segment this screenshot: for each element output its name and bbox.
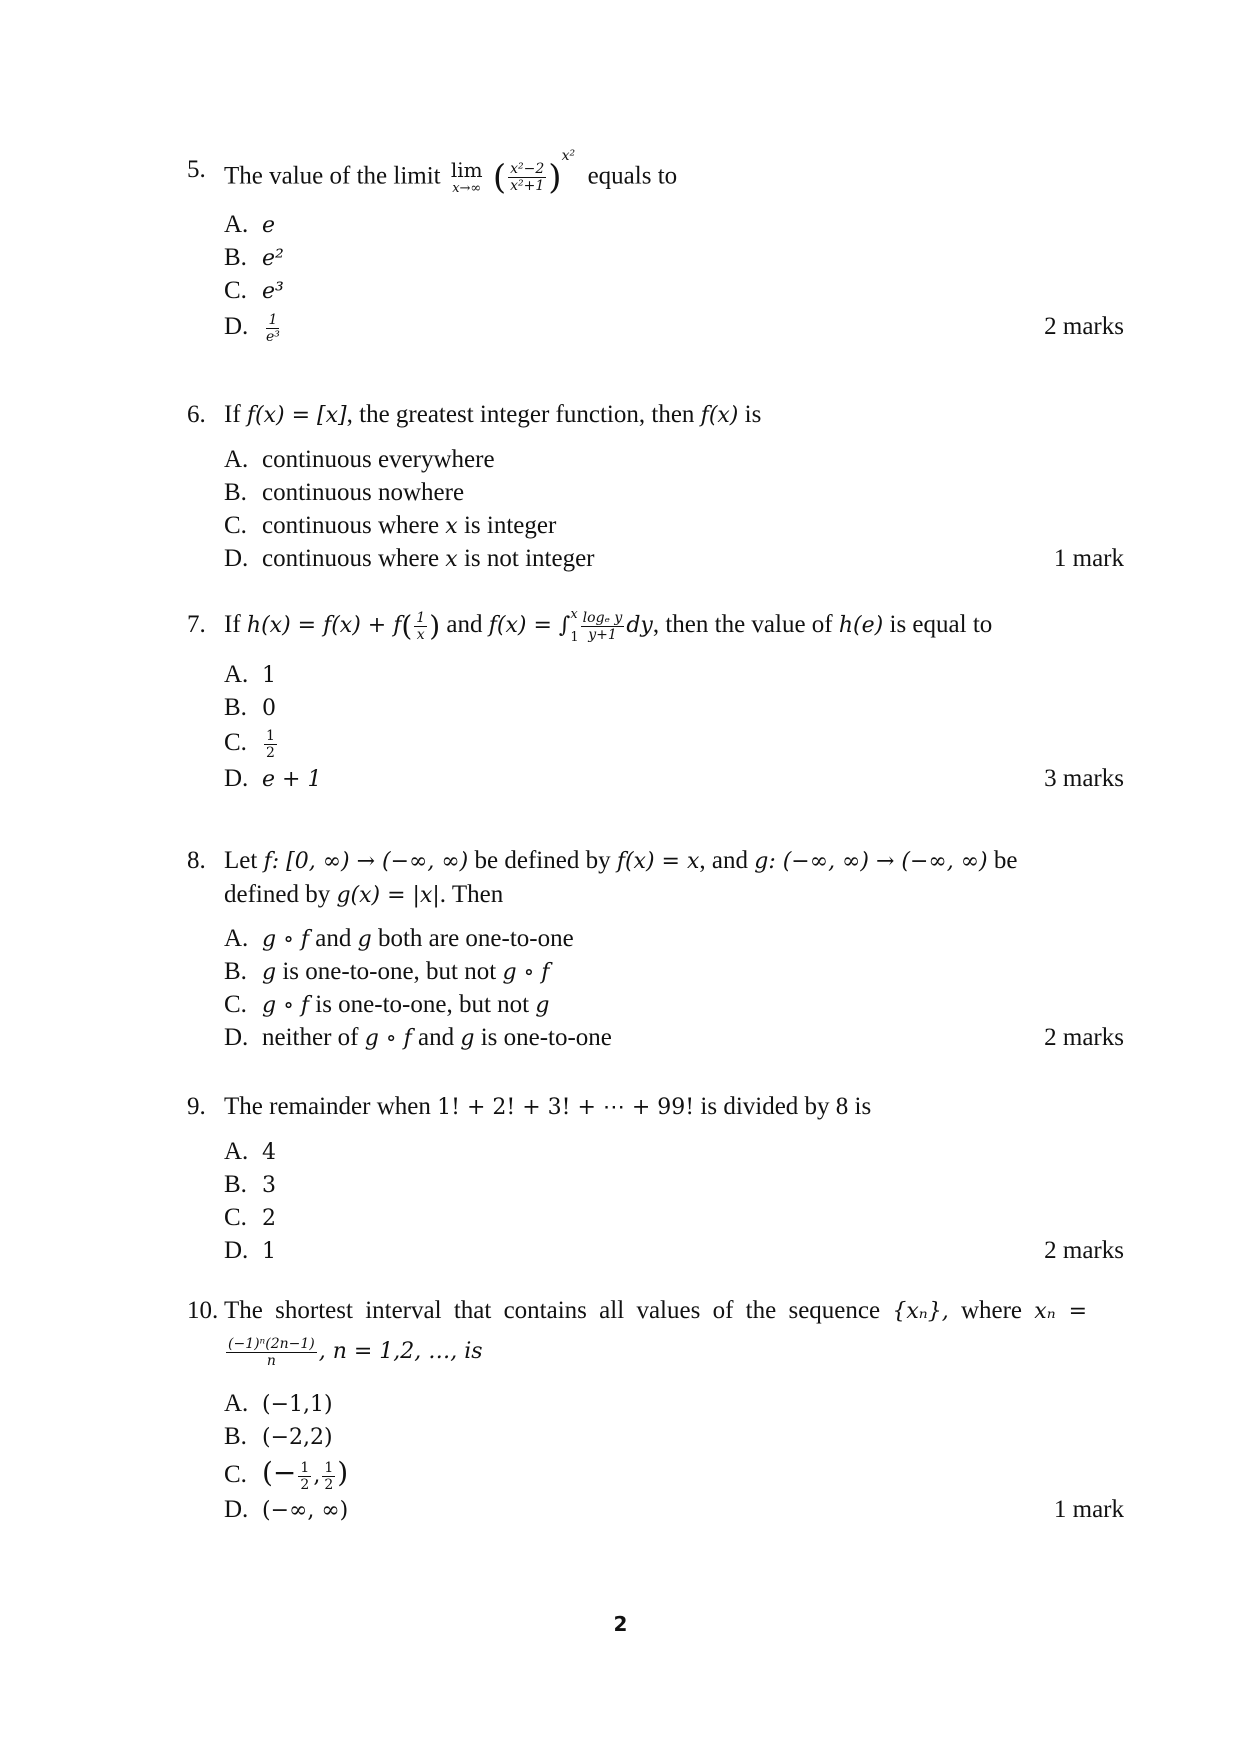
option-d[interactable]: D. continuous where x is not integer 1 mark <box>224 542 1087 575</box>
option-a[interactable]: A. e <box>224 211 276 238</box>
marks-label: 2 marks <box>1044 313 1124 340</box>
option-b[interactable]: B. continuous nowhere <box>224 479 465 506</box>
option-c[interactable]: C. $\frac{1}{2}$ <box>224 727 275 761</box>
option-d[interactable]: D. $\frac{1}{\text{e³}}$ 2 marks <box>224 307 1087 347</box>
question-8-stem-line2: defined by g(x) = |x|. Then <box>224 881 504 908</box>
options <box>224 208 1124 347</box>
options <box>224 1387 1124 1526</box>
options <box>224 922 1124 1054</box>
marks-label: 2 marks <box>1044 1237 1124 1264</box>
question-9 <box>187 1087 1124 1267</box>
option-d[interactable]: D. 1 2 marks <box>224 1234 1087 1267</box>
option-a[interactable]: A. 4 <box>224 1138 276 1165</box>
question-number: 7. <box>187 611 206 638</box>
option-c[interactable]: C. e³ <box>224 277 284 304</box>
marks-label: 1 mark <box>1053 1496 1124 1523</box>
option-a[interactable]: A. g ∘ f and g both are one-to-one <box>224 925 574 952</box>
question-number: 8. <box>187 847 206 874</box>
limit-fraction: $\frac{\text{x²−2}}{\text{x²+1}}$ <box>510 161 545 195</box>
question-10 <box>187 1293 1124 1526</box>
question-6-stem: 6. If f(x) = [x], the greatest integer function, then f(x) is <box>187 395 1087 435</box>
option-a[interactable]: A. (−1,1) <box>224 1390 333 1417</box>
option-b[interactable]: B. (−2,2) <box>224 1423 333 1450</box>
stem-text: equals to <box>587 162 678 190</box>
question-5 <box>187 140 1124 347</box>
page-number: 2 <box>613 1612 628 1636</box>
question-number: 6. <box>187 401 206 428</box>
marks-label: 1 mark <box>1053 545 1124 572</box>
options <box>224 443 1124 575</box>
question-number: 10. <box>187 1297 219 1324</box>
option-c[interactable]: C. (− $\frac{1}{2}$ , $\frac{1}{2}$ ) <box>224 1456 349 1493</box>
option-a[interactable]: A. continuous everywhere <box>224 446 495 473</box>
option-c[interactable]: C. continuous where x is integer <box>224 512 557 539</box>
question-8 <box>187 844 1124 1054</box>
question-7 <box>187 600 1124 795</box>
marks-label: 2 marks <box>1044 1024 1124 1051</box>
option-d[interactable]: D. (−∞, ∞) 1 mark <box>224 1493 1087 1526</box>
options <box>224 658 1124 795</box>
exponent: x² <box>561 148 576 164</box>
question-7-stem: 7. If h(x) = f(x) + f( $\frac{1}{x}$ ) and f(x) = ∫ x 1 $\frac{\text{logₑ y}}{y+1}$ dy, then the value of h(e) is equal to <box>187 600 1087 650</box>
question-9-stem: 9. The remainder when 1! + 2! + 3! + ⋯ + 99! is divided by 8 is <box>187 1087 1087 1127</box>
marks-label: 3 marks <box>1044 765 1124 792</box>
question-number: 9. <box>187 1093 206 1120</box>
option-c[interactable]: C. g ∘ f is one-to-one, but not g <box>224 991 550 1018</box>
option-b[interactable]: B. 3 <box>224 1171 276 1198</box>
question-6 <box>187 395 1124 575</box>
option-b[interactable]: B. g is one-to-one, but not g ∘ f <box>224 958 550 985</box>
option-d[interactable]: D. neither of g ∘ f and g is one-to-one 2 marks <box>224 1021 1087 1054</box>
option-b[interactable]: B. e² <box>224 244 284 271</box>
question-5-stem: 5. The value of the limit lim x→∞ ( $\frac{\text{x²−2}}{\text{x²+1}}$ )$^{x^2}$ equals to <box>187 140 1087 200</box>
stem-text: The value of the limit <box>224 162 441 190</box>
limit-expression: lim x→∞ <box>450 158 483 197</box>
option-d[interactable]: D. e + 1 3 marks <box>224 762 1087 795</box>
option-c[interactable]: C. 2 <box>224 1204 276 1231</box>
option-b[interactable]: B. 0 <box>224 694 276 721</box>
question-10-stem-line1: 10. The shortest interval that contains all values of the sequence {xₙ}, where xₙ = <box>187 1293 1087 1329</box>
question-number: 5. <box>187 156 206 183</box>
question-10-stem-line2: $\frac{\text{(−1)ⁿ(2n−1)}}{n}$ , n = 1,2, …, is <box>228 1335 483 1369</box>
question-8-stem-line1: 8. Let f: [0, ∞) → (−∞, ∞) be defined by f(x) = x, and g: (−∞, ∞) → (−∞, ∞) be <box>187 844 1087 878</box>
option-a[interactable]: A. 1 <box>224 661 276 688</box>
options <box>224 1135 1124 1267</box>
